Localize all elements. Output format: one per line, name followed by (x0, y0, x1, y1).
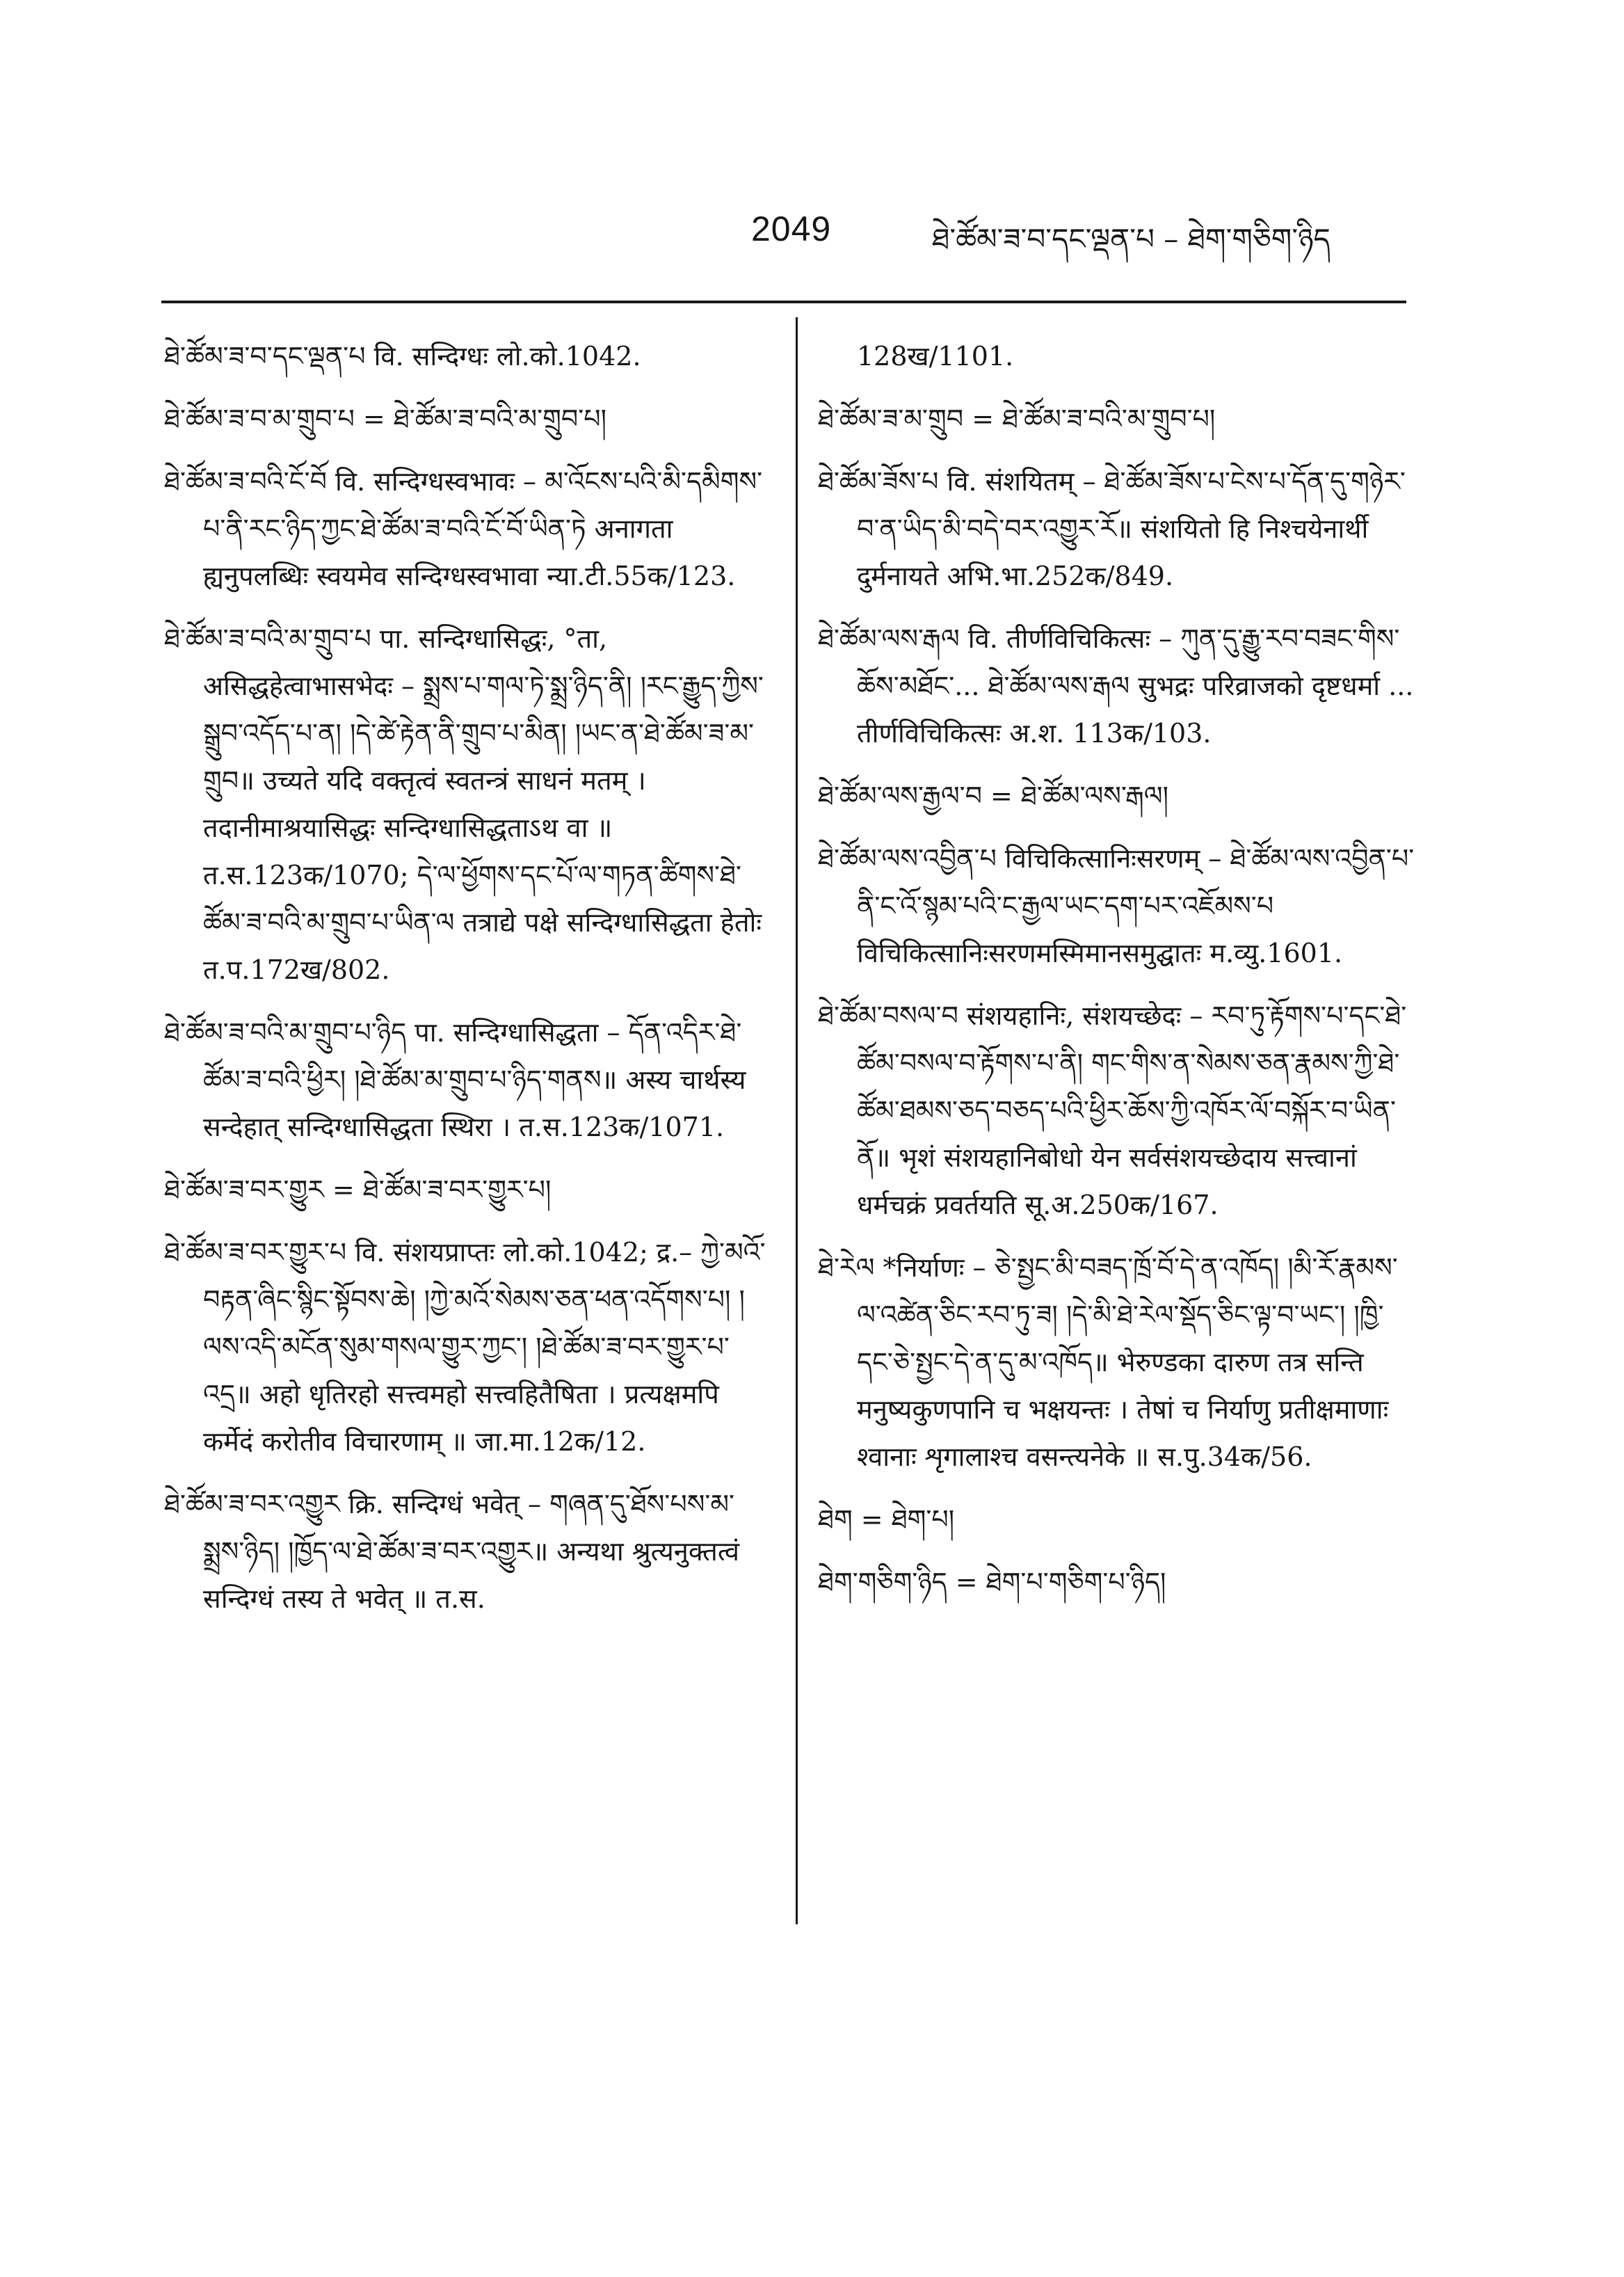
right-column (818, 333, 1416, 1621)
dictionary-entry: ཐེ་ཚོམ་ཟ་བ་དང་ལྡན་པ वि. सन्दिग्धः लो.को.1042. (164, 341, 641, 371)
dictionary-entry: ཐེ་ཚོམ་ཟ་བ་མ་གྲུབ་པ = ཐེ་ཚོམ་ཟ་བའི་མ་གྲུབ་པ། (164, 404, 607, 434)
page-number: 2049 (751, 209, 832, 248)
dictionary-entry: ཐེ་ཚོམ་ལས་རྒལ वि. तीर्णविचिकित्सः – ཀུན་དུ་རྒྱུ་རབ་བཟང་གིས་ཆོས་མཐོང་... ཐེ་ཚོམ་ལས་རྒལ सुभद्रः परिव्राजको दृष्टधर्मा ... तीर्णविचिकित्सः अ.श. 113क/103. (818, 623, 1414, 749)
dictionary-entry: ཐེ་ཚོམ་ཟ་བའི་མ་གྲུབ་པ पा. सन्दिग्धासिद्धः, °ता, असिद्धहेत्वाभासभेदः – སྨྲས་པ་གལ་ཏེ་སྨྲ་ཉིད་ནི། །རང་རྒྱུད་ཀྱིས་སྒྲུབ་འདོད་པ་ན། །དེ་ཚེ་རྟེན་ནི་གྲུབ་པ་མིན། །ཡང་ན་ཐེ་ཚོམ་ཟ་མ་གྲུབ॥ उच्यते यदि वक्तृत्वं स्वतन्त्रं साधनं मतम् । तदानीमाश्रयासिद्धः सन्दिग्धासिद्धताऽथ वा ॥ त.स.123क/1070; དེ་ལ་ཕྱོགས་དང་པོ་ལ་གཏན་ཚིགས་ཐེ་ཚོམ་ཟ་བའི་མ་གྲུབ་པ་ཡིན་ལ तत्राद्ये पक्षे सन्दिग्धासिद्धता हेतोः त.प.172ख/802. (164, 623, 764, 985)
dictionary-entry: ཐེག་གཅིག་ཉིད = ཐེག་པ་གཅིག་པ་ཉིད། (818, 1567, 1166, 1597)
dictionary-entry: ཐེ་ཚོམ་ཟ་བར་གྱུར = ཐེ་ཚོམ་ཟ་བར་གྱུར་པ། (164, 1174, 552, 1205)
dictionary-entry: ཐེ་ཚོམ་ཟོས་པ वि. संशयितम् – ཐེ་ཚོམ་ཟོས་པ་ངེས་པ་དོན་དུ་གཉེར་བ་ན་ཡིད་མི་བདེ་བར་འགྱུར་རོ॥ संशयितो हि निश्चयेनार्थी दुर्मनायते अभि.भा.252क/849. (818, 466, 1406, 591)
left-column (164, 333, 769, 1638)
dictionary-entry: ཐེ་ཚོམ་ལས་རྒྱལ་བ = ཐེ་ཚོམ་ལས་རྒལ། (818, 781, 1169, 811)
dictionary-entry: ཐེག = ཐེག་པ། (818, 1504, 955, 1535)
dictionary-entry: ཐེ་ཚོམ་ལས་འབྱིན་པ विचिकित्सानिःसरणम् – ཐེ་ཚོམ་ལས་འབྱིན་པ་ནི་ང་འོ་སྙམ་པའི་ང་རྒྱལ་ཡང་དག་པར་འཇོམས་པ विचिकित्सानिःसरणमस्मिमानसमुद्घातः म.व्यु.1601. (818, 843, 1415, 968)
header-rule (161, 301, 1406, 303)
column-divider (796, 317, 798, 1924)
running-head: ཐེ་ཚོམ་ཟ་བ་དང་ལྡན་པ – ཐེག་གཅིག་ཉིད (932, 222, 1330, 256)
dictionary-entry: ཐེ་ཚོམ་བསལ་བ संशयहानिः, संशयच्छेदः – རབ་ཏུ་རྟོགས་པ་དང་ཐེ་ཚོམ་བསལ་བ་རྟོགས་པ་ནི། གང་གིས་ན་སེམས་ཅན་རྣམས་ཀྱི་ཐེ་ཚོམ་ཐམས་ཅད་བཅད་པའི་ཕྱིར་ཆོས་ཀྱི་འཁོར་ལོ་བསྐོར་བ་ཡིན་ནོ॥ भृशं संशयहानिबोधो येन सर्वसंशयच्छेदाय सत्त्वानां धर्मचक्रं प्रवर्तयति सू.अ.250क/167. (818, 1000, 1407, 1220)
dictionary-entry: ཐེ་ཚོམ་ཟ་བའི་མ་གྲུབ་པ་ཉིད पा. सन्दिग्धासिद्धता – དོན་འདིར་ཐེ་ཚོམ་ཟ་བའི་ཕྱིར། །ཐེ་ཚོམ་མ་གྲུབ་པ་ཉིད་གནས॥ अस्य चार्थस्य सन्देहात् सन्दिग्धासिद्धता स्थिरा । त.स.123क/1071. (164, 1017, 746, 1142)
dictionary-entry: ཐེ་ཚོམ་ཟ་མ་གྲུབ = ཐེ་ཚོམ་ཟ་བའི་མ་གྲུབ་པ། (818, 404, 1216, 434)
entry-continuation: 128ख/1101. (857, 341, 1014, 371)
dictionary-entry: ཐེ་ཚོམ་ཟ་བར་གྱུར་པ वि. संशयप्राप्तः लो.को.1042; द्र.– ཀྱེ་མའོ་བརྟན་ཞིང་སྙིང་སྟོབས་ཆེ། །ཀྱེ་མའོ་སེམས་ཅན་ཕན་འདོགས་པ། །ལས་འདི་མངོན་སུམ་གསལ་གྱུར་ཀྱང་། །ཐེ་ཚོམ་ཟ་བར་གྱུར་པ་འདྲ॥ अहो धृतिरहो सत्त्वमहो सत्त्वहितैषिता । प्रत्यक्षमपि कर्मेदं करोतीव विचारणाम् ॥ जा.मा.12क/12. (164, 1237, 766, 1457)
dictionary-entry: ཐེ་ཚོམ་ཟ་བའི་ངོ་བོ वि. सन्दिग्धस्वभावः – མ་འོངས་པའི་མི་དམིགས་པ་ནི་རང་ཉིད་ཀྱང་ཐེ་ཚོམ་ཟ་བའི་ངོ་བོ་ཡིན་ཏེ अनागता ह्यनुपलब्धिः स्वयमेव सन्दिग्धस्वभावा न्या.टी.55क/123. (164, 466, 763, 591)
dictionary-entry: ཐེ་ཚོམ་ཟ་བར་འགྱུར क्रि. सन्दिग्धं भवेत् – གཞན་དུ་ཐོས་པས་མ་སྨྲས་ཉིད། །ཁྱོད་ལ་ཐེ་ཚོམ་ཟ་བར་འགྱུར॥ अन्यथा श्रुत्यनुक्तत्वं सन्दिग्धं तस्य ते भवेत् ॥ त.स. (164, 1489, 740, 1614)
dictionary-entry: ཐེ་རེལ *निर्याणः – ཅེ་སྤྱང་མི་བཟད་ཁྲོ་བོ་དེ་ན་འཁོད། །མི་རོ་རྣམས་ལ་འཚེན་ཅིང་རབ་ཏུ་ཟ། །དེ་མི་ཐེ་རེལ་སྡོད་ཅིང་ལྟ་བ་ཡང་། །ཁྱི་དང་ཅེ་སྤྱང་དེ་ན་དུ་མ་འཁོད॥ भेरुण्डका दारुण तत्र सन्ति मनुष्यकुणपानि च भक्षयन्तः । तेषां च निर्याणु प्रतीक्षमाणाः श्वानाः शृगालाश्च वसन्त्यनेके ॥ स.पु.34क/56. (818, 1252, 1398, 1472)
